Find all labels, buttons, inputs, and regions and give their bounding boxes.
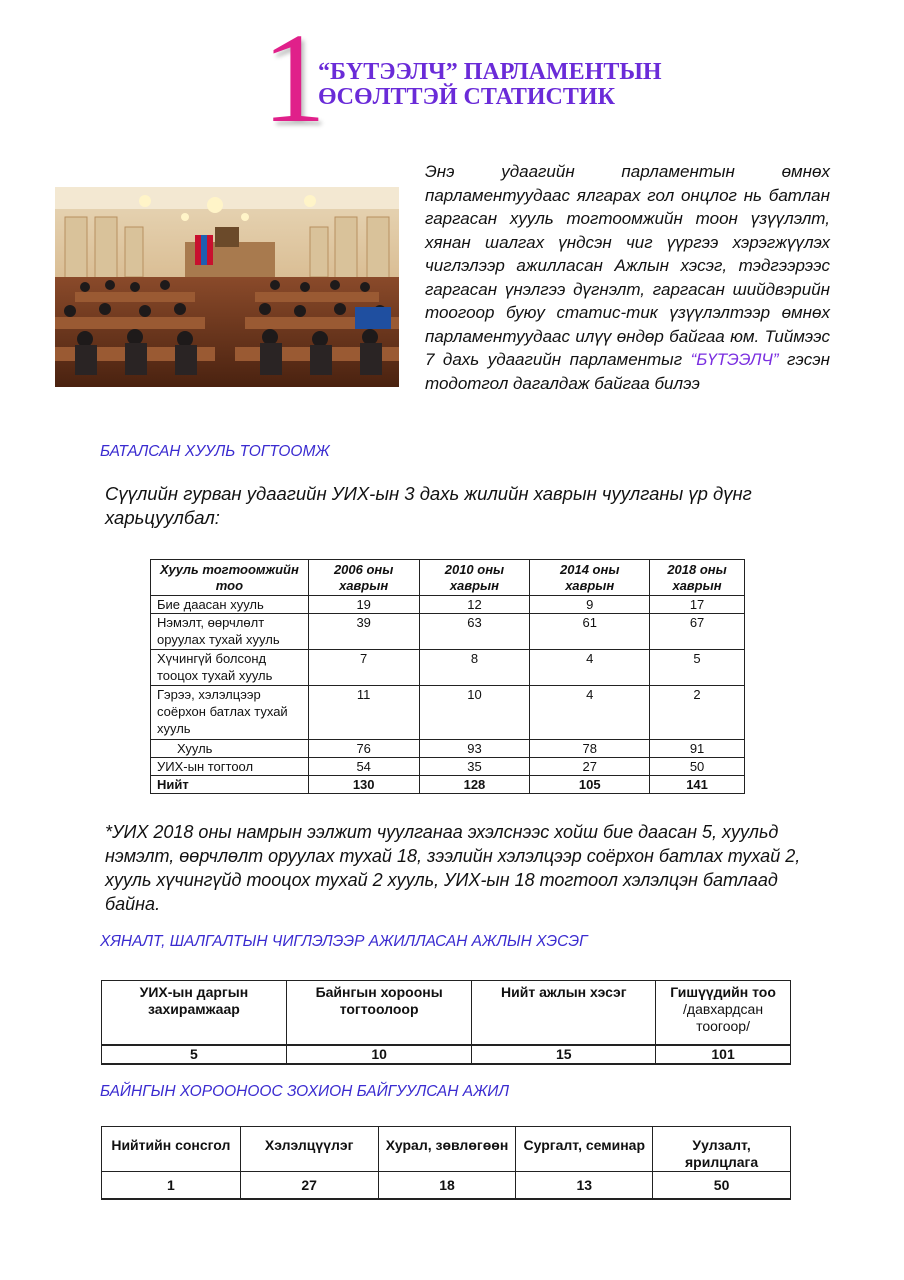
intro-text-after: гэсэн тодотгол дагалдаж байгаа билээ <box>425 350 830 393</box>
table-row <box>151 740 745 758</box>
table-header-cell: Сургалт, семинар <box>516 1127 653 1172</box>
table-header-cell: 2010 оны хаврын <box>419 560 530 596</box>
table-header-cell <box>656 981 791 1046</box>
cell-value: 27 <box>240 1172 378 1200</box>
title-line-2: ӨСӨЛТТЭЙ СТАТИСТИК <box>318 84 615 110</box>
table-row <box>151 650 745 686</box>
table-header-row <box>102 981 791 1046</box>
table-row <box>151 758 745 776</box>
cell-value: 17 <box>650 596 745 614</box>
page-title <box>318 60 662 110</box>
cell-value: 141 <box>650 776 745 794</box>
table-row <box>151 596 745 614</box>
row-label: Хууль <box>151 740 309 758</box>
members-subheader: /давхардсан тоогоор/ <box>683 1001 764 1034</box>
cell-value: 15 <box>472 1045 656 1064</box>
cell-value: 101 <box>656 1045 791 1064</box>
cell-value: 13 <box>516 1172 653 1200</box>
cell-value: 7 <box>308 650 419 686</box>
cell-value: 10 <box>419 686 530 740</box>
cell-value: 4 <box>530 650 650 686</box>
comparison-text: Сүүлийн гурван удаагийн УИХ-ын 3 дахь жилийн хаврын чуулганы үр дүнг харьцуулбал: <box>105 483 752 528</box>
table-row <box>151 686 745 740</box>
intro-paragraph <box>425 160 830 395</box>
cell-value: 1 <box>102 1172 241 1200</box>
cell-value: 5 <box>102 1045 287 1064</box>
cell-value: 18 <box>378 1172 516 1200</box>
footnote: *УИХ 2018 оны намрын ээлжит чуулганаа эхэлснээс хойш бие даасан 5, хуульд нэмэлт, өөрчлөлт оруулах тухай 18, зээлийн хэлэлцээр соёрхон батлах тухай 2, хууль хүчингүйд тооцох тухай 2 хууль, УИХ-ын 18 тогтоол хэлэлцэн батлаад байна. <box>105 822 801 914</box>
cell-value: 35 <box>419 758 530 776</box>
cell-value: 91 <box>650 740 745 758</box>
row-label: УИХ-ын тогтоол <box>151 758 309 776</box>
cell-value: 2 <box>650 686 745 740</box>
intro-text-before: Энэ удаагийн парламентын өмнөх парламентуудаас ялгарах гол онцлог нь батлан гаргасан хууль тогтоомжийн тоон үзүүлэлт, хянан шалгах үндсэн чиг үүргээ хэрэгжүүлэх чиглэлээр ажилласан Ажлын хэсэг, тэдгээрээс гаргасан үнэлгээ дүгнэлт, гаргасан шийдвэрийн тоогоор буюу статис-тик үзүүлэлтээр өмнөх парламентуудаас илүү өндөр байгаа юм. Тиймээс 7 дахь удаагийн парламентыг <box>425 162 830 369</box>
row-label: Хүчингүй болсонд тооцох тухай хууль <box>151 650 309 686</box>
working-groups-table <box>101 980 791 1065</box>
table-header-cell: Нийтийн сонсгол <box>102 1127 241 1172</box>
cell-value: 78 <box>530 740 650 758</box>
table-header-cell: 2006 оны хаврын <box>308 560 419 596</box>
row-label: Бие даасан хууль <box>151 596 309 614</box>
members-header: Гишүүдийн тоо <box>670 984 776 1000</box>
table-header-cell: 2018 оны хаврын <box>650 560 745 596</box>
intro-highlight: “БҮТЭЭЛЧ” <box>690 350 779 369</box>
cell-value: 67 <box>650 614 745 650</box>
table-row <box>102 1172 791 1200</box>
section-heading-laws: БАТАЛСАН ХУУЛЬ ТОГТООМЖ <box>100 443 330 460</box>
parliament-hall-photo <box>55 187 399 387</box>
cell-value: 130 <box>308 776 419 794</box>
cell-value: 9 <box>530 596 650 614</box>
laws-comparison-table <box>150 559 745 794</box>
section-heading-working-groups: ХЯНАЛТ, ШАЛГАЛТЫН ЧИГЛЭЛЭЭР АЖИЛЛАСАН АЖЛЫН ХЭСЭГ <box>100 933 588 950</box>
cell-value: 12 <box>419 596 530 614</box>
cell-value: 105 <box>530 776 650 794</box>
cell-value: 39 <box>308 614 419 650</box>
row-label: Гэрээ, хэлэлцээр соёрхон батлах тухай хууль <box>151 686 309 740</box>
cell-value: 76 <box>308 740 419 758</box>
cell-value: 8 <box>419 650 530 686</box>
row-label: Нийт <box>151 776 309 794</box>
cell-value: 61 <box>530 614 650 650</box>
table-header-cell: Нийт ажлын хэсэг <box>472 981 656 1046</box>
cell-value: 54 <box>308 758 419 776</box>
cell-value: 128 <box>419 776 530 794</box>
cell-value: 5 <box>650 650 745 686</box>
table-header-cell: Хууль тогтоомжийн тоо <box>151 560 309 596</box>
table-header-cell: Уулзалт, ярилцлага <box>653 1127 791 1172</box>
committee-work-table <box>101 1126 791 1200</box>
table-header-cell: 2014 оны хаврын <box>530 560 650 596</box>
row-label: Нэмэлт, өөрчлөлт оруулах тухай хууль <box>151 614 309 650</box>
cell-value: 11 <box>308 686 419 740</box>
cell-value: 93 <box>419 740 530 758</box>
section-heading-committee-work: БАЙНГЫН ХОРООНООС ЗОХИОН БАЙГУУЛСАН АЖИЛ <box>100 1083 509 1100</box>
table-header-cell: УИХ-ын даргын захирамжаар <box>102 981 287 1046</box>
title-line-1: “БҮТЭЭЛЧ” ПАРЛАМЕНТЫН <box>318 59 662 85</box>
table-header-cell: Хэлэлцүүлэг <box>240 1127 378 1172</box>
cell-value: 50 <box>650 758 745 776</box>
cell-value: 4 <box>530 686 650 740</box>
cell-value: 19 <box>308 596 419 614</box>
table-header-cell: Байнгын хорооны тогтоолоор <box>286 981 472 1046</box>
table-header-row <box>102 1127 791 1172</box>
table-total-row <box>151 776 745 794</box>
cell-value: 27 <box>530 758 650 776</box>
table-row <box>151 614 745 650</box>
table-row <box>102 1045 791 1064</box>
chapter-number: 1 <box>262 7 326 149</box>
cell-value: 50 <box>653 1172 791 1200</box>
cell-value: 63 <box>419 614 530 650</box>
cell-value: 10 <box>286 1045 472 1064</box>
table-header-cell: Хурал, зөвлөгөөн <box>378 1127 516 1172</box>
table-header-row <box>151 560 745 596</box>
